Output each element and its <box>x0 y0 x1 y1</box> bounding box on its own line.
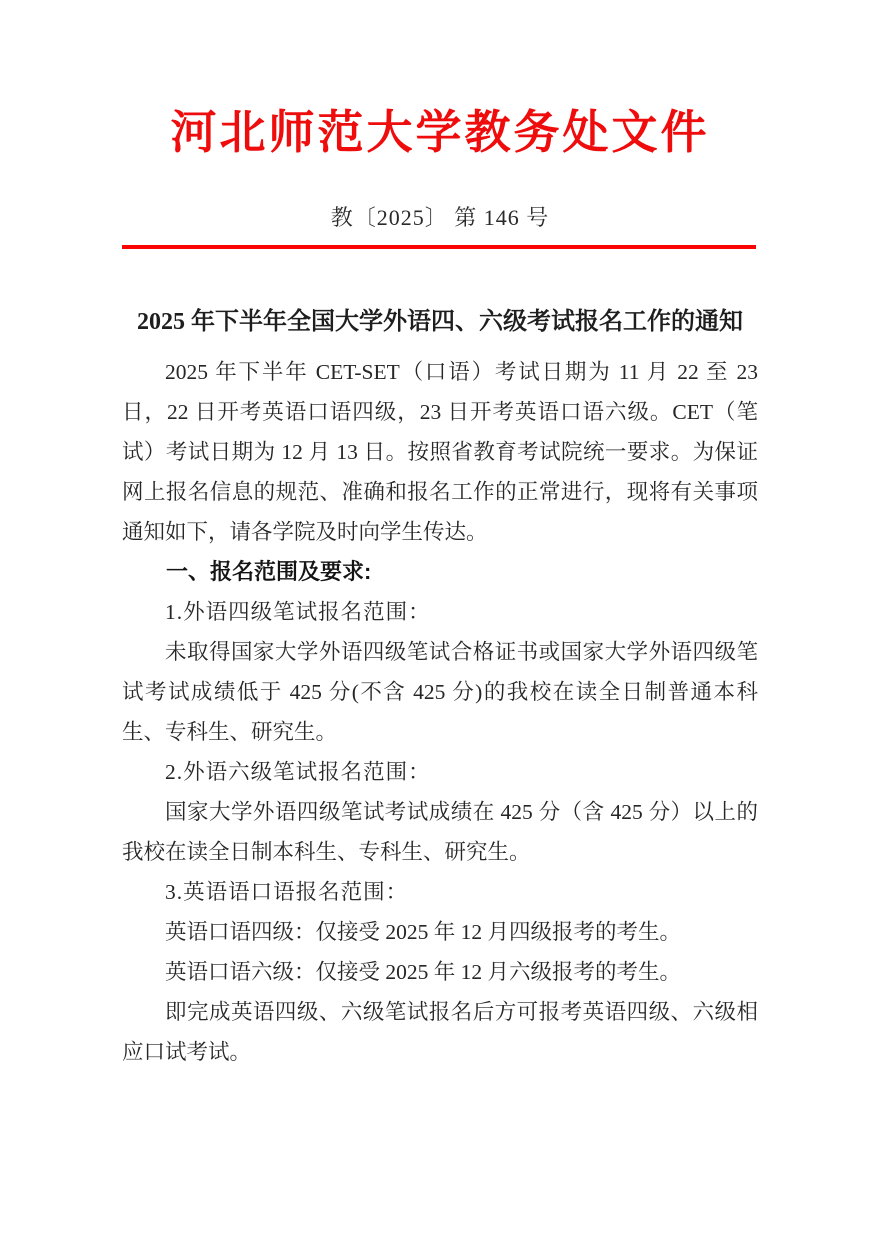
item-3-line-cet4: 英语口语四级：仅接受 2025 年 12 月四级报考的考生。 <box>165 920 682 944</box>
letterhead-divider-rule <box>122 245 756 249</box>
notice-title: 2025 年下半年全国大学外语四、六级考试报名工作的通知 <box>137 309 743 335</box>
section-heading-1: 一、报名范围及要求: <box>166 559 372 584</box>
item-3-line-cet6: 英语口语六级：仅接受 2025 年 12 月六级报考的考生。 <box>165 960 682 984</box>
item-3-note: 即完成英语四级、六级笔试报名后方可报考英语四级、六级相应口试考试。 <box>122 1000 758 1064</box>
intro-paragraph: 2025 年下半年 CET-SET（口语）考试日期为 11 月 22 至 23 日，22 日开考英语口语四级，23 日开考英语口语六级。CET（笔试）考试日期为 12 月 13 日。按照省教育考试院统一要求。为保证网上报名信息的规范、准确和报名工作的正常进行，现将有关事项通知如下，请各学院及时向学生传达。 <box>122 360 758 544</box>
item-3-label: 3.英语语口语报名范围： <box>165 880 409 904</box>
document-number: 教〔2025〕 第 146 号 <box>330 205 550 230</box>
item-1-label: 1.外语四级笔试报名范围： <box>165 600 431 624</box>
item-2-label: 2.外语六级笔试报名范围： <box>165 760 431 784</box>
notice-body <box>122 352 758 1072</box>
item-1-body: 未取得国家大学外语四级笔试合格证书或国家大学外语四级笔试考试成绩低于 425 分(不含 425 分)的我校在读全日制普通本科生、专科生、研究生。 <box>122 640 758 744</box>
item-2-body: 国家大学外语四级笔试考试成绩在 425 分（含 425 分）以上的我校在读全日制本科生、专科生、研究生。 <box>122 800 758 864</box>
letterhead-title: 河北师范大学教务处文件 <box>170 107 710 158</box>
